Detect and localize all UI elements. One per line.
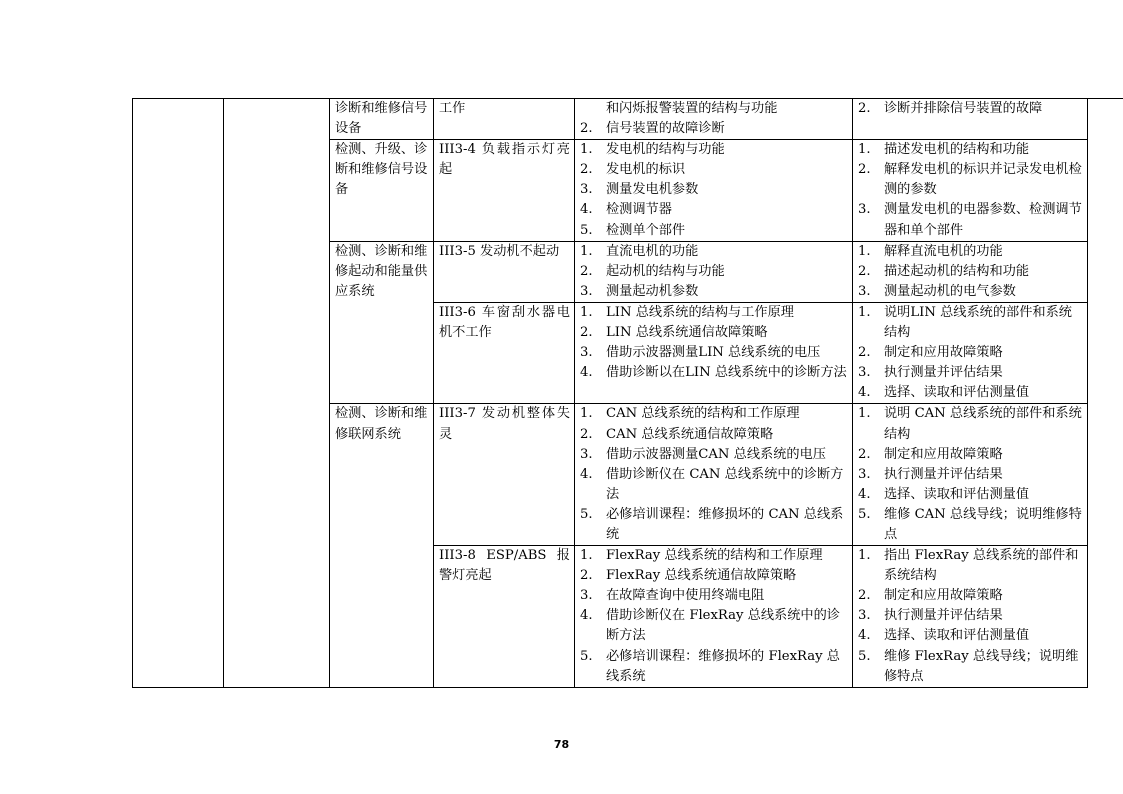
empty-column-1 [133,99,224,688]
list-item [580,343,848,363]
list-item [580,160,848,180]
item-number: 3. [580,345,593,361]
item-text: 解释直流电机的功能 [884,243,1003,259]
skills-list [858,140,1083,240]
skills-cell [853,302,1088,403]
knowledge-cell [575,302,853,403]
list-item [858,303,1083,343]
knowledge-cell [575,241,853,302]
list-item [580,180,848,200]
item-text: 执行测量并评估结果 [884,466,1003,482]
item-text: 执行测量并评估结果 [884,365,1003,381]
item-text: 和闪烁报警装置的结构与功能 [606,101,778,116]
item-number: 3. [858,202,871,218]
item-number: 4. [580,365,593,381]
item-number: 2. [580,162,593,178]
item-number: 3. [858,608,871,624]
item-text: 发电机的标识 [606,162,686,178]
task-cell: III3-7 发动机整体失灵 [434,404,575,546]
knowledge-list [580,99,848,139]
item-text: 说明 CAN 总线系统的部件和系统结构 [884,406,1082,442]
list-item [580,221,848,241]
item-number: 3. [858,466,871,482]
list-item [580,647,848,687]
item-number: 4. [580,466,593,482]
list-item [858,99,1083,119]
list-item [858,485,1083,505]
task-cell: III3-5 发动机不起动 [434,241,575,302]
skills-list [858,99,1083,119]
item-number: 1. [858,304,871,320]
list-item [858,626,1083,646]
item-text: CAN 总线系统的结构和工作原理 [606,406,800,422]
item-text: 测量起动机的电气参数 [884,283,1016,299]
list-item [580,363,848,383]
item-text: 检测调节器 [606,202,672,218]
item-text: 测量发电机的电器参数、检测调节器和单个部件 [884,202,1082,238]
task-cell: 工作 [434,99,575,140]
list-item [858,465,1083,485]
list-item [858,383,1083,403]
item-number: 3. [580,283,593,299]
list-item [580,465,848,505]
list-item [858,140,1083,160]
item-number: 2. [858,263,871,279]
list-item [580,282,848,302]
list-item [858,160,1083,200]
knowledge-list [580,404,848,545]
item-number: 5. [858,506,871,522]
list-item [858,546,1083,586]
item-text: 借助诊断以在LIN 总线系统中的诊断方法 [606,365,847,381]
item-number: 3. [858,283,871,299]
task-cell: III3-6 车窗刮水器电机不工作 [434,302,575,403]
item-number: 2. [858,162,871,178]
item-number: 1. [580,548,593,564]
item-text: 说明LIN 总线系统的部件和系统结构 [884,304,1072,341]
list-item [858,200,1083,240]
knowledge-list [580,242,848,302]
list-item [858,363,1083,383]
item-text: 借助示波器测量LIN 总线系统的电压 [606,345,821,361]
skills-cell [853,241,1088,302]
item-number: 1. [580,304,593,320]
list-item [580,606,848,646]
skills-list [858,303,1083,403]
learning-area-cell: 检测、诊断和维修联网系统 [330,404,434,687]
skills-cell [853,140,1088,241]
list-item [858,606,1083,626]
item-number: 1. [580,142,593,158]
list-item [858,282,1083,302]
item-text: 描述起动机的结构和功能 [884,263,1030,279]
list-item [580,323,848,343]
skills-cell [853,99,1088,140]
item-number: 2. [580,263,593,279]
item-number: 3. [858,365,871,381]
skills-cell [853,546,1088,688]
item-text: 选择、读取和评估测量值 [884,628,1030,644]
list-item [580,200,848,220]
knowledge-cell [575,99,853,140]
item-number: 1. [858,548,871,564]
item-number: 2. [580,426,593,442]
list-item [580,242,848,262]
item-number: 4. [858,628,871,644]
item-number: 5. [580,648,593,664]
item-text: 解释发电机的标识并记录发电机检测的参数 [884,162,1082,198]
skills-list [858,404,1083,545]
item-number: 3. [580,446,593,462]
item-text: 在故障查询中使用终端电阻 [606,588,765,604]
list-item [858,404,1083,444]
item-text: LIN 总线系统通信故障策略 [606,325,768,341]
knowledge-cell [575,404,853,546]
learning-area-cell: 检测、诊断和维修起动和能量供应系统 [330,241,434,404]
item-text: 测量起动机参数 [606,283,699,299]
item-number: 3. [580,588,593,604]
item-text: 必修培训课程：维修损坏的 FlexRay 总线系统 [606,648,840,684]
list-item [580,505,848,545]
item-text: FlexRay 总线系统通信故障策略 [606,568,797,584]
item-number: 1. [858,243,871,259]
item-number: 2. [858,101,871,116]
item-number: 4. [858,385,871,401]
skills-list [858,546,1083,687]
item-text: 制定和应用故障策略 [884,345,1003,361]
item-text: 借助诊断仪在 CAN 总线系统中的诊断方法 [606,466,844,502]
item-number: 4. [580,608,593,624]
list-item [858,262,1083,282]
item-text: 执行测量并评估结果 [884,608,1003,624]
item-text: 制定和应用故障策略 [884,588,1003,604]
item-text: 制定和应用故障策略 [884,446,1003,462]
list-item [858,242,1083,262]
list-item [580,425,848,445]
item-text: 起动机的结构与功能 [606,263,725,279]
list-item [580,262,848,282]
list-item [580,566,848,586]
knowledge-list [580,546,848,687]
knowledge-list [580,140,848,240]
item-text: 维修 FlexRay 总线导线；说明维修特点 [884,648,1079,684]
item-text: LIN 总线系统的结构与工作原理 [606,304,794,320]
knowledge-cell [575,140,853,241]
task-cell: III3-4 负载指示灯亮起 [434,140,575,241]
item-text: 选择、读取和评估测量值 [884,486,1030,502]
item-text: 选择、读取和评估测量值 [884,385,1030,401]
item-number: 1. [580,406,593,422]
item-number: 1. [580,243,593,259]
item-text: 必修培训课程：维修损坏的 CAN 总线系统 [606,506,844,542]
list-item [858,647,1083,687]
list-item [580,586,848,606]
empty-column-2 [224,99,330,688]
page-number: 78 [553,738,570,751]
list-item [580,119,848,139]
item-number: 5. [580,506,593,522]
item-number: 2. [580,325,593,341]
item-number: 2. [858,345,871,361]
item-number: 2. [580,121,593,137]
list-item [858,343,1083,363]
list-item [580,404,848,424]
item-number: 2. [858,588,871,604]
item-text: 借助示波器测量CAN 总线系统的电压 [606,446,826,462]
item-number: 5. [858,648,871,664]
list-item [580,445,848,465]
task-cell: III3-8 ESP/ABS 报警灯亮起 [434,546,575,688]
item-text: 借助诊断仪在 FlexRay 总线系统中的诊断方法 [606,608,840,644]
item-text: 信号装置的故障诊断 [606,121,725,137]
item-text: 描述发电机的结构和功能 [884,142,1030,158]
item-number: 3. [580,182,593,198]
item-number: 4. [580,202,593,218]
list-item [580,140,848,160]
item-text: 测量发电机参数 [606,182,699,198]
item-text: CAN 总线系统通信故障策略 [606,426,774,442]
item-number: 4. [858,486,871,502]
item-number: 2. [580,568,593,584]
list-item [580,546,848,566]
item-text: FlexRay 总线系统的结构和工作原理 [606,548,823,564]
right-edge-column [1088,99,1123,688]
item-number [580,99,606,119]
skills-list [858,242,1083,302]
list-item [580,99,848,119]
learning-area-cell: 诊断和维修信号设备 [330,99,434,140]
list-item [580,303,848,323]
knowledge-cell [575,546,853,688]
learning-area-cell: 检测、升级、诊断和维修信号设备 [330,140,434,241]
item-text: 发电机的结构与功能 [606,142,725,158]
knowledge-list [580,303,848,383]
item-number: 5. [580,222,593,238]
list-item [858,505,1083,545]
item-text: 诊断并排除信号装置的故障 [884,101,1043,116]
curriculum-table [132,98,1123,688]
table-row [133,99,1123,140]
item-text: 直流电机的功能 [606,243,699,259]
item-number: 1. [858,406,871,422]
item-number: 2. [858,446,871,462]
item-text: 维修 CAN 总线导线；说明维修特点 [884,506,1082,542]
item-number: 1. [858,142,871,158]
list-item [858,586,1083,606]
list-item [858,445,1083,465]
skills-cell [853,404,1088,546]
item-text: 指出 FlexRay 总线系统的部件和系统结构 [884,548,1079,584]
item-text: 检测单个部件 [606,222,686,238]
